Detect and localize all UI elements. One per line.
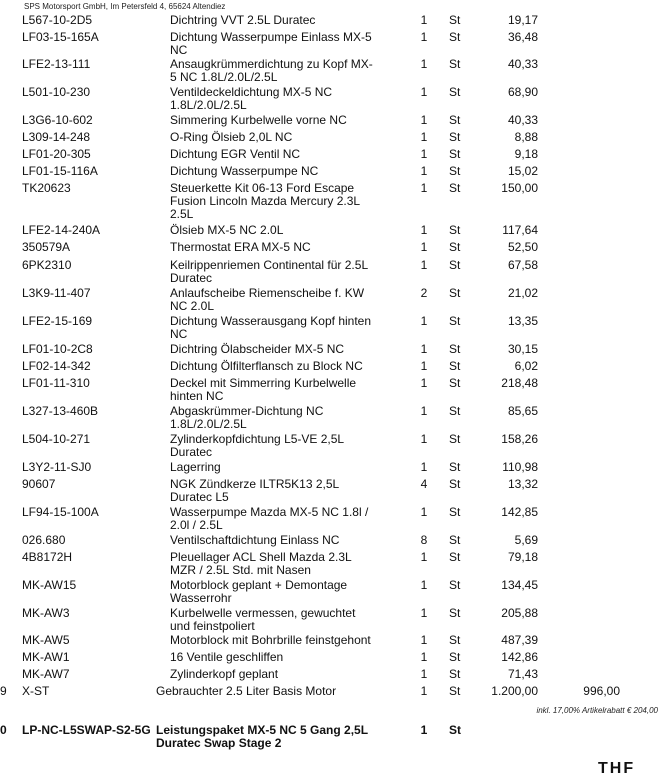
quantity: 1 <box>420 57 428 71</box>
unit: St <box>449 13 461 27</box>
article-number: LF01-11-310 <box>22 376 90 390</box>
unit-price: 79,18 <box>507 550 538 564</box>
article-number: L3K9-11-407 <box>22 286 91 300</box>
unit: St <box>449 550 461 564</box>
article-number: LFE2-15-169 <box>22 314 93 328</box>
article-number: LF03-15-165A <box>22 30 99 44</box>
unit: St <box>449 359 461 373</box>
quantity: 1 <box>420 376 428 390</box>
unit-price: 142,86 <box>501 650 538 664</box>
item-description: Lagerring <box>170 460 221 474</box>
article-number: MK-AW5 <box>22 633 70 647</box>
article-number: MK-AW15 <box>22 578 77 592</box>
quantity: 1 <box>420 359 428 373</box>
item-description: Thermostat ERA MX-5 NC <box>170 240 311 254</box>
quantity: 1 <box>420 550 428 564</box>
unit-price: 6,02 <box>514 359 538 373</box>
unit-price: 134,45 <box>501 578 538 592</box>
unit-price: 13,32 <box>507 477 538 491</box>
unit-price: 13,35 <box>507 314 538 328</box>
unit-price: 1.200,00 <box>491 684 538 698</box>
item-description: Ansaugkrümmerdichtung zu Kopf MX-5 NC 1.8L/2.0L/2.5L <box>170 57 373 84</box>
unit-price: 9,18 <box>514 147 538 161</box>
quantity: 1 <box>420 342 428 356</box>
unit: St <box>449 477 461 491</box>
article-number: L327-13-460B <box>22 404 99 418</box>
item-description: Dichtung Wasserausgang Kopf hinten NC <box>170 314 372 341</box>
article-number: LF01-10-2C8 <box>22 342 93 356</box>
unit: St <box>449 181 461 195</box>
quantity: 1 <box>420 147 428 161</box>
quantity: 8 <box>420 533 428 547</box>
item-description: Dichtung Wasserpumpe NC <box>170 164 319 178</box>
unit: St <box>449 404 461 418</box>
item-description: Dichtring Ölabscheider MX-5 NC <box>170 342 345 356</box>
unit: St <box>449 57 461 71</box>
quantity: 1 <box>420 578 428 592</box>
item-description: Simmering Kurbelwelle vorne NC <box>170 113 347 127</box>
unit-price: 85,65 <box>507 404 538 418</box>
article-number: LP-NC-L5SWAP-S2-5G <box>22 723 151 737</box>
item-description: Ventildeckeldichtung MX-5 NC 1.8L/2.0L/2.5L <box>170 85 333 112</box>
quantity: 1 <box>420 684 428 698</box>
item-description: Keilrippenriemen Continental für 2.5L Duratec <box>170 258 368 285</box>
unit: St <box>449 130 461 144</box>
unit: St <box>449 30 461 44</box>
item-description: Deckel mit Simmerring Kurbelwelle hinten NC <box>170 376 357 403</box>
item-description: Dichtung Ölfilterflansch zu Block NC <box>170 359 363 373</box>
article-number: MK-AW3 <box>22 606 70 620</box>
unit-price: 30,15 <box>507 342 538 356</box>
unit-price: 19,17 <box>507 13 538 27</box>
unit: St <box>449 432 461 446</box>
unit: St <box>449 578 461 592</box>
position-number: 0 <box>0 723 7 737</box>
quantity: 1 <box>420 667 428 681</box>
article-number: L567-10-2D5 <box>22 13 93 27</box>
item-description: Dichtung Wasserpumpe Einlass MX-5 NC <box>170 30 372 57</box>
item-description: Gebrauchter 2.5 Liter Basis Motor <box>156 684 337 698</box>
quantity: 1 <box>420 633 428 647</box>
item-description: Leistungspaket MX-5 NC 5 Gang 2,5L Duratec Swap Stage 2 <box>156 723 368 750</box>
unit: St <box>449 113 461 127</box>
quantity: 4 <box>420 477 428 491</box>
quantity: 1 <box>420 460 428 474</box>
quantity: 1 <box>420 723 428 737</box>
quantity: 1 <box>420 181 428 195</box>
quantity: 1 <box>420 650 428 664</box>
unit-price: 67,58 <box>507 258 538 272</box>
item-description: Ventilschaftdichtung Einlass NC <box>170 533 340 547</box>
article-number: MK-AW7 <box>22 667 70 681</box>
article-number: L501-10-230 <box>22 85 91 99</box>
article-number: 6PK2310 <box>22 258 72 272</box>
item-description: Anlaufscheibe Riemenscheibe f. KW NC 2.0L <box>170 286 365 313</box>
unit: St <box>449 684 461 698</box>
quantity: 1 <box>420 258 428 272</box>
unit: St <box>449 723 461 737</box>
unit-price: 68,90 <box>507 85 538 99</box>
unit-price: 487,39 <box>501 633 538 647</box>
article-number: LFE2-13-111 <box>22 57 91 71</box>
item-description: Kurbelwelle vermessen, gewuchtet und feinstpoliert <box>170 606 356 633</box>
unit-price: 158,26 <box>501 432 538 446</box>
quantity: 1 <box>420 606 428 620</box>
item-description: NGK Zündkerze ILTR5K13 2,5L Duratec L5 <box>170 477 339 504</box>
unit: St <box>449 314 461 328</box>
item-description: Steuerkette Kit 06-13 Ford Escape Fusion Lincoln Mazda Mercury 2.3L 2.5L <box>170 181 360 221</box>
quantity: 1 <box>420 240 428 254</box>
quantity: 1 <box>420 505 428 519</box>
article-number: 90607 <box>22 477 56 491</box>
item-description: Motorblock mit Bohrbrille feinstgehont <box>170 633 371 647</box>
unit: St <box>449 223 461 237</box>
unit: St <box>449 164 461 178</box>
line-total: 996,00 <box>583 684 620 698</box>
article-number: 350579A <box>22 240 71 254</box>
unit: St <box>449 85 461 99</box>
discount-note: inkl. 17,00% Artikelrabatt € 204,00 <box>536 706 658 715</box>
quantity: 1 <box>420 30 428 44</box>
quantity: 1 <box>420 314 428 328</box>
unit: St <box>449 342 461 356</box>
unit-price: 150,00 <box>501 181 538 195</box>
quantity: 1 <box>420 223 428 237</box>
partial-logo-text: THF <box>598 760 636 777</box>
item-description: Pleuellager ACL Shell Mazda 2.3L MZR / 2.5L Std. mit Nasen <box>170 550 352 577</box>
item-description: Dichtring VVT 2.5L Duratec <box>170 13 316 27</box>
quantity: 1 <box>420 404 428 418</box>
article-number: L3Y2-11-SJ0 <box>22 460 92 474</box>
quantity: 1 <box>420 130 428 144</box>
item-description: Motorblock geplant + Demontage Wasserrohr <box>170 578 348 605</box>
article-number: L309-14-248 <box>22 130 91 144</box>
article-number: L3G6-10-602 <box>22 113 93 127</box>
unit-price: 205,88 <box>501 606 538 620</box>
unit-price: 40,33 <box>507 113 538 127</box>
item-description: Abgaskrümmer-Dichtung NC 1.8L/2.0L/2.5L <box>170 404 324 431</box>
unit-price: 218,48 <box>501 376 538 390</box>
item-description: Dichtung EGR Ventil NC <box>170 147 301 161</box>
item-description: O-Ring Ölsieb 2,0L NC <box>170 130 293 144</box>
article-number: LF94-15-100A <box>22 505 99 519</box>
quantity: 1 <box>420 164 428 178</box>
unit: St <box>449 240 461 254</box>
unit: St <box>449 147 461 161</box>
unit: St <box>449 258 461 272</box>
company-address-header: SPS Motorsport GmbH, Im Petersfeld 4, 65624 Altendiez <box>24 2 226 11</box>
unit-price: 36,48 <box>507 30 538 44</box>
unit-price: 110,98 <box>502 460 538 474</box>
article-number: TK20623 <box>22 181 71 195</box>
article-number: X-ST <box>22 684 50 698</box>
article-number: LFE2-14-240A <box>22 223 101 237</box>
unit: St <box>449 667 461 681</box>
unit: St <box>449 376 461 390</box>
position-number: 9 <box>0 684 7 698</box>
unit: St <box>449 505 461 519</box>
unit-price: 52,50 <box>507 240 538 254</box>
unit-price: 21,02 <box>507 286 538 300</box>
unit-price: 8,88 <box>514 130 538 144</box>
article-number: LF01-15-116A <box>22 164 98 178</box>
quantity: 2 <box>420 286 428 300</box>
quantity: 1 <box>420 85 428 99</box>
item-description: Ölsieb MX-5 NC 2.0L <box>170 223 284 237</box>
quantity: 1 <box>420 13 428 27</box>
unit: St <box>449 533 461 547</box>
unit: St <box>449 606 461 620</box>
article-number: LF01-20-305 <box>22 147 91 161</box>
item-description: Wasserpumpe Mazda MX-5 NC 1.8l / 2.0l / 2.5L <box>170 505 369 532</box>
unit-price: 40,33 <box>507 57 538 71</box>
item-description: Zylinderkopf geplant <box>170 667 279 681</box>
article-number: 4B8172H <box>22 550 73 564</box>
unit: St <box>449 633 461 647</box>
article-number: MK-AW1 <box>22 650 70 664</box>
article-number: L504-10-271 <box>22 432 91 446</box>
unit: St <box>449 650 461 664</box>
unit-price: 142,85 <box>501 505 538 519</box>
unit: St <box>449 460 461 474</box>
article-number: 026.680 <box>22 533 66 547</box>
unit-price: 15,02 <box>507 164 538 178</box>
item-description: Zylinderkopfdichtung L5-VE 2,5L Duratec <box>170 432 344 459</box>
unit: St <box>449 286 461 300</box>
quantity: 1 <box>420 113 428 127</box>
unit-price: 71,43 <box>507 667 538 681</box>
unit-price: 5,69 <box>514 533 538 547</box>
quantity: 1 <box>420 432 428 446</box>
article-number: LF02-14-342 <box>22 359 91 373</box>
unit-price: 117,64 <box>502 223 538 237</box>
item-description: 16 Ventile geschliffen <box>170 650 284 664</box>
